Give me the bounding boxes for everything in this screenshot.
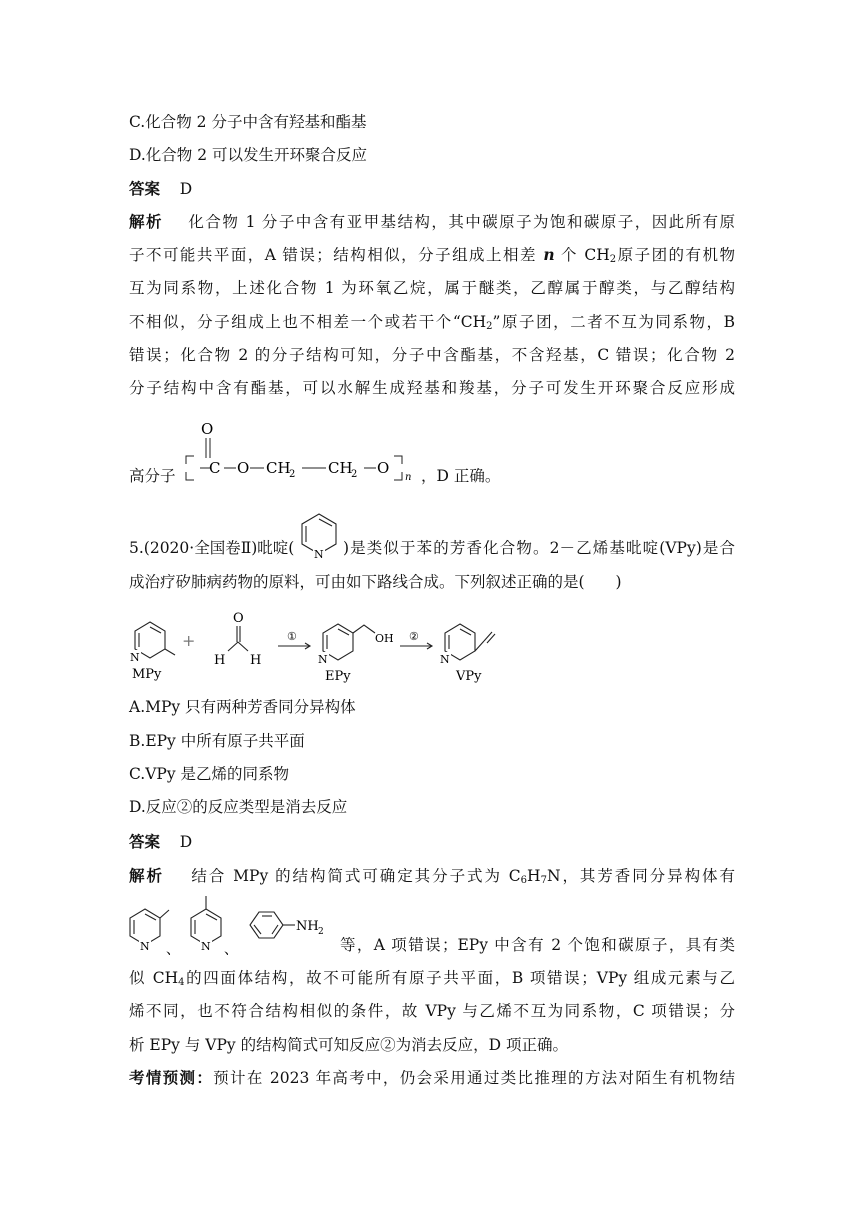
analysis-line-2 [129,245,735,270]
subscript: 2 [609,254,617,265]
mpy-n: N [130,651,140,664]
analysis-line-6: 分子结构中含有酯基，可以水解生成羟基和羧基，分子可发生开环聚合反应形成 [129,379,735,397]
polymer-sub-2: 2 [351,469,358,480]
polymer-carbon: C [209,459,221,477]
isomer-1-n: N [140,940,150,953]
option-d: D.化合物 2 可以发生开环聚合反应 [129,146,368,164]
subscript: 2 [486,321,493,332]
option-c: C.化合物 2 分子中含有羟基和酯基 [129,113,367,131]
separator-1: 、 [166,942,180,958]
subscript: 7 [540,875,547,886]
polymer-suffix: ，D 正确。 [421,467,501,485]
analysis-text: 结合 MPy 的结构简式可确定其分子式为 C [191,867,521,885]
pyridine-n: N [314,548,324,561]
analysis-line-5: 错误；化合物 2 的分子结构可知，分子中含酯基，不含羟基，C 错误；化合物 2 [129,346,735,364]
analysis-line-4 [129,312,735,337]
analysis-line-3: 互为同系物，上述化合物 1 为环氧乙烷，属于醚类，乙醇属于醇类，与乙醇结构 [129,279,735,297]
formaldehyde-h1: H [214,653,226,668]
q5-option-b: B.EPy 中所有原子共平面 [129,732,305,750]
analysis-text: 子不可能共平面，A 错误；结构相似，分子组成上相差 [129,246,537,264]
analysis-text: 原子团的有机物 [616,246,735,264]
formaldehyde-o: O [233,611,244,626]
analysis-text: ”原子团，二者不互为同系物，B [492,313,735,331]
polymer-structure [180,418,420,490]
q5-analysis-line-1 [129,866,735,891]
polymer-sub-1: 2 [289,469,296,480]
q5-option-d: D.反应②的反应类型是消去反应 [129,798,348,816]
forecast-line [129,1068,735,1088]
answer-value: D [179,833,193,851]
q5-option-c: C.VPy 是乙烯的同系物 [129,765,290,783]
analysis-text: 个 CH [561,246,610,264]
isomer-2-n: N [201,940,211,953]
aniline-sub: 2 [318,927,324,937]
epy-label: EPy [325,669,351,684]
q5-stem-line-1a: 5.(2020·全国卷Ⅱ)吡啶( [129,539,295,557]
answer-label: 答案 [129,832,161,851]
formaldehyde-h2: H [250,653,262,668]
analysis-line-1 [129,212,735,232]
q5-stem-line-1b: )是类似于苯的芳香化合物。2－乙烯基吡啶(VPy)是合 [343,539,735,557]
mpy-label: MPy [132,667,162,682]
aniline-nh: NH [296,919,319,934]
analysis-label: 解析 [129,212,163,231]
analysis-text: H [527,867,541,885]
q5-analysis-line-4: 烯不同，也不符合结构相似的条件，故 VPy 与乙烯不互为同系物，C 项错误；分 [129,1002,735,1020]
isomer-structures [125,892,345,958]
answer-value: D [179,180,193,198]
forecast-label: 考情预测： [129,1068,214,1087]
variable-n: n [543,245,555,264]
polymer-oxygen-2: O [377,459,390,477]
analysis-text: N，其芳香同分异构体有 [546,867,735,885]
step-1: ① [287,630,297,643]
analysis-text: 化合物 1 分子中含有亚甲基结构，其中碳原子为饱和碳原子，因此所有原 [188,213,735,231]
q5-stem-line-2: 成治疗矽肺病药物的原料，可由如下路线合成。下列叙述正确的是( ) [129,573,622,591]
reaction-scheme [120,604,540,692]
epy-oh: OH [375,632,394,645]
analysis-label: 解析 [129,866,164,885]
separator-2: 、 [224,942,238,958]
polymer-oxygen-1: O [237,459,250,477]
vpy-label: VPy [456,669,482,684]
q5-answer-line [129,832,192,852]
q5-analysis-line-2: 等，A 项错误；EPy 中含有 2 个饱和碳原子，具有类 [340,936,735,954]
analysis-text: 似 CH [129,969,179,987]
analysis-text: 不相似，分子组成上也不相差一个或若干个“CH [129,313,487,331]
analysis-text: 的四面体结构，故不可能所有原子共平面，B 项错误；VPy 组成元素与乙 [184,969,735,987]
subscript: 4 [178,977,185,988]
polymer-n: n [405,472,412,483]
subscript: 6 [520,875,528,886]
q5-option-a: A.MPy 只有两种芳香同分异构体 [129,698,356,716]
polymer-prefix: 高分子 [129,467,176,485]
polymer-ch2-1: CH [266,459,291,477]
answer-line [129,179,192,199]
step-2: ② [409,630,419,643]
forecast-text: 预计在 2023 年高考中，仍会采用通过类比推理的方法对陌生有机物结 [213,1069,735,1087]
carbonyl-oxygen: O [201,420,214,438]
q5-analysis-line-3 [129,968,735,993]
answer-label: 答案 [129,179,161,198]
q5-analysis-line-5: 析 EPy 与 VPy 的结构简式可知反应②为消去反应，D 项正确。 [129,1036,568,1054]
polymer-ch2-2: CH [328,459,353,477]
epy-n: N [318,653,328,666]
plus-sign: + [182,631,196,650]
pyridine-structure [296,510,342,562]
vpy-n: N [440,653,450,666]
